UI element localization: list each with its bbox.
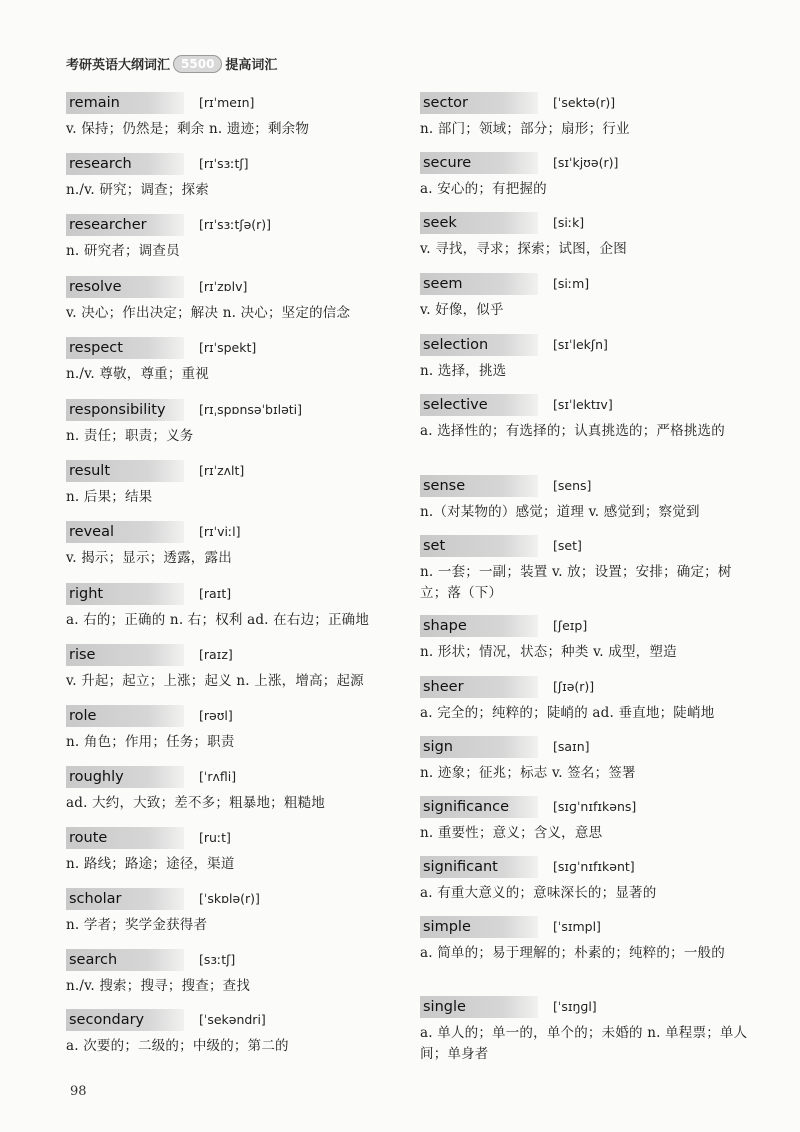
definition: n.（对某物的）感觉；道理 v. 感觉到；察觉到 — [420, 504, 700, 520]
definition: v. 好像，似乎 — [420, 302, 504, 318]
headword: role — [66, 705, 184, 727]
phonetic: [rɪˈspekt] — [199, 340, 257, 355]
phonetic: [raɪt] — [199, 586, 232, 601]
entry-head — [66, 399, 396, 423]
entry-head — [66, 92, 396, 116]
definition: a. 右的；正确的 n. 右；权利 ad. 在右边；正确地 — [66, 612, 370, 628]
definition: n. 重要性；意义；含义，意思 — [420, 825, 603, 841]
header-title-prefix: 考研英语大纲词汇 — [66, 58, 171, 73]
headword: right — [66, 583, 184, 605]
entry-head — [66, 644, 396, 668]
phonetic: [ʃeɪp] — [553, 618, 588, 633]
definition: n. 学者；奖学金获得者 — [66, 917, 208, 933]
entry-head — [66, 705, 396, 729]
headword: secondary — [66, 1009, 184, 1031]
phonetic: [rɪˈmeɪn] — [199, 95, 255, 110]
word-entry — [420, 736, 750, 784]
page-number: 98 — [70, 1084, 87, 1099]
entry-head — [66, 153, 396, 177]
headword: reveal — [66, 521, 184, 543]
headword: search — [66, 949, 184, 971]
entry-head — [420, 856, 750, 880]
phonetic: [rɪˈzɒlv] — [199, 279, 248, 294]
phonetic: [ʃɪə(r)] — [553, 679, 595, 694]
headword: scholar — [66, 888, 184, 910]
definition: n. 研究者；调查员 — [66, 243, 180, 259]
definition: n. 路线；路途；途径，渠道 — [66, 856, 235, 872]
phonetic: [set] — [553, 538, 582, 553]
word-entry — [420, 535, 750, 604]
entry-head — [66, 888, 396, 912]
entry-head — [420, 736, 750, 760]
headword: resolve — [66, 276, 184, 298]
entry-head — [66, 949, 396, 973]
word-entry — [66, 92, 396, 140]
entry-head — [66, 827, 396, 851]
definition: n./v. 尊敬，尊重；重视 — [66, 366, 209, 382]
definition: a. 次要的；二级的；中级的；第二的 — [66, 1038, 289, 1054]
word-entry — [420, 92, 750, 140]
phonetic: [rəʊl] — [199, 708, 233, 723]
phonetic: [sɪɡˈnɪfɪkəns] — [553, 799, 637, 814]
headword: shape — [420, 615, 538, 637]
word-entry — [66, 888, 396, 936]
phonetic: [rɪˈzʌlt] — [199, 463, 245, 478]
word-entry — [66, 949, 396, 997]
headword: sign — [420, 736, 538, 758]
definition: v. 保持；仍然是；剩余 n. 遗迹；剩余物 — [66, 121, 310, 137]
word-entry — [66, 337, 396, 385]
word-entry — [420, 394, 750, 442]
definition: n. 后果；结果 — [66, 489, 153, 505]
phonetic: [ruːt] — [199, 830, 231, 845]
entry-head — [420, 152, 750, 176]
entry-head — [420, 676, 750, 700]
definition: v. 揭示；显示；透露，露出 — [66, 550, 232, 566]
headword: rise — [66, 644, 184, 666]
phonetic: [siːm] — [553, 276, 590, 291]
phonetic: [ˈsekəndri] — [199, 1012, 266, 1027]
entry-head — [420, 615, 750, 639]
entry-head — [420, 996, 750, 1020]
word-entry — [420, 916, 750, 964]
headword: result — [66, 460, 184, 482]
headword: significance — [420, 796, 538, 818]
word-entry — [66, 399, 396, 447]
headword: selective — [420, 394, 538, 416]
definition: a. 完全的；纯粹的；陡峭的 ad. 垂直地；陡峭地 — [420, 705, 715, 721]
phonetic: [ˈsɪŋɡl] — [553, 999, 597, 1014]
phonetic: [sens] — [553, 478, 592, 493]
definition: n. 迹象；征兆；标志 v. 签名；签署 — [420, 765, 636, 781]
phonetic: [rɪˈsɜːtʃ] — [199, 156, 249, 171]
headword: simple — [420, 916, 538, 938]
headword: sheer — [420, 676, 538, 698]
entry-head — [420, 212, 750, 236]
headword: roughly — [66, 766, 184, 788]
definition: a. 单人的；单一的，单个的；未婚的 n. 单程票；单人间；单身者 — [420, 1025, 748, 1062]
phonetic: [ˈsɪmpl] — [553, 919, 601, 934]
phonetic: [ˈskɒlə(r)] — [199, 891, 260, 906]
definition: n. 部门；领域；部分；扇形；行业 — [420, 121, 630, 137]
entry-head — [420, 535, 750, 559]
phonetic: [sɪˈlektɪv] — [553, 397, 613, 412]
headword: route — [66, 827, 184, 849]
word-entry — [66, 276, 396, 324]
phonetic: [sɪɡˈnɪfɪkənt] — [553, 859, 635, 874]
headword: secure — [420, 152, 538, 174]
definition: a. 有重大意义的；意味深长的；显著的 — [420, 885, 657, 901]
header-title-suffix: 提高词汇 — [225, 58, 278, 73]
definition: n. 选择，挑选 — [420, 363, 507, 379]
headword: research — [66, 153, 184, 175]
word-entry — [420, 334, 750, 382]
headword: significant — [420, 856, 538, 878]
definition: a. 简单的；易于理解的；朴素的；纯粹的；一般的 — [420, 945, 725, 961]
headword: responsibility — [66, 399, 184, 421]
definition: n./v. 搜索；搜寻；搜查；查找 — [66, 978, 251, 994]
headword: selection — [420, 334, 538, 356]
word-entry — [420, 676, 750, 724]
word-entry — [420, 152, 750, 200]
word-entry — [420, 273, 750, 321]
word-entry — [420, 856, 750, 904]
definition: a. 选择性的；有选择的；认真挑选的；严格挑选的 — [420, 423, 725, 439]
definition: v. 升起；起立；上涨；起义 n. 上涨，增高；起源 — [66, 673, 364, 689]
headword: sector — [420, 92, 538, 114]
definition: n. 责任；职责；义务 — [66, 428, 194, 444]
word-entry — [66, 214, 396, 262]
entry-head — [420, 796, 750, 820]
entry-head — [66, 1009, 396, 1033]
definition: v. 决心；作出决定；解决 n. 决心；坚定的信念 — [66, 305, 351, 321]
page-header — [66, 54, 277, 73]
phonetic: [sɜːtʃ] — [199, 952, 236, 967]
word-entry — [66, 1009, 396, 1057]
header-badge: 5500 — [173, 55, 222, 73]
word-entry — [420, 212, 750, 260]
phonetic: [ˈrʌfli] — [199, 769, 237, 784]
entry-head — [66, 766, 396, 790]
word-entry — [66, 583, 396, 631]
definition: a. 安心的；有把握的 — [420, 181, 547, 197]
word-entry — [66, 644, 396, 692]
entry-head — [420, 916, 750, 940]
word-entry — [66, 827, 396, 875]
phonetic: [rɪˈviːl] — [199, 524, 241, 539]
definition: n. 角色；作用；任务；职责 — [66, 734, 235, 750]
word-entry — [420, 996, 750, 1065]
headword: researcher — [66, 214, 184, 236]
definition: v. 寻找，寻求；探索；试图，企图 — [420, 241, 628, 257]
phonetic: [rɪˌspɒnsəˈbɪləti] — [199, 402, 303, 417]
word-entry — [66, 460, 396, 508]
entry-head — [66, 460, 396, 484]
entry-head — [66, 276, 396, 300]
headword: seek — [420, 212, 538, 234]
phonetic: [ˈsektə(r)] — [553, 95, 616, 110]
headword: remain — [66, 92, 184, 114]
entry-head — [66, 214, 396, 238]
word-entry — [66, 766, 396, 814]
entry-head — [420, 273, 750, 297]
phonetic: [siːk] — [553, 215, 585, 230]
word-entry — [66, 705, 396, 753]
phonetic: [sɪˈlekʃn] — [553, 337, 608, 352]
entry-head — [420, 475, 750, 499]
definition: n. 一套；一副；装置 v. 放；设置；安排；确定；树立；落（下） — [420, 564, 732, 601]
word-entry — [420, 475, 750, 523]
entry-head — [66, 337, 396, 361]
word-entry — [420, 615, 750, 663]
entry-head — [66, 521, 396, 545]
definition: n./v. 研究；调查；探索 — [66, 182, 209, 198]
word-entry — [420, 796, 750, 844]
entry-head — [420, 334, 750, 358]
headword: respect — [66, 337, 184, 359]
phonetic: [rɪˈsɜːtʃə(r)] — [199, 217, 272, 232]
headword: set — [420, 535, 538, 557]
definition: ad. 大约，大致；差不多；粗暴地；粗糙地 — [66, 795, 325, 811]
headword: single — [420, 996, 538, 1018]
entry-head — [420, 92, 750, 116]
phonetic: [saɪn] — [553, 739, 590, 754]
word-entry — [66, 521, 396, 569]
definition: n. 形状；情况，状态；种类 v. 成型，塑造 — [420, 644, 677, 660]
headword: seem — [420, 273, 538, 295]
word-entry — [66, 153, 396, 201]
entry-head — [66, 583, 396, 607]
phonetic: [sɪˈkjʊə(r)] — [553, 155, 619, 170]
phonetic: [raɪz] — [199, 647, 233, 662]
entry-head — [420, 394, 750, 418]
headword: sense — [420, 475, 538, 497]
